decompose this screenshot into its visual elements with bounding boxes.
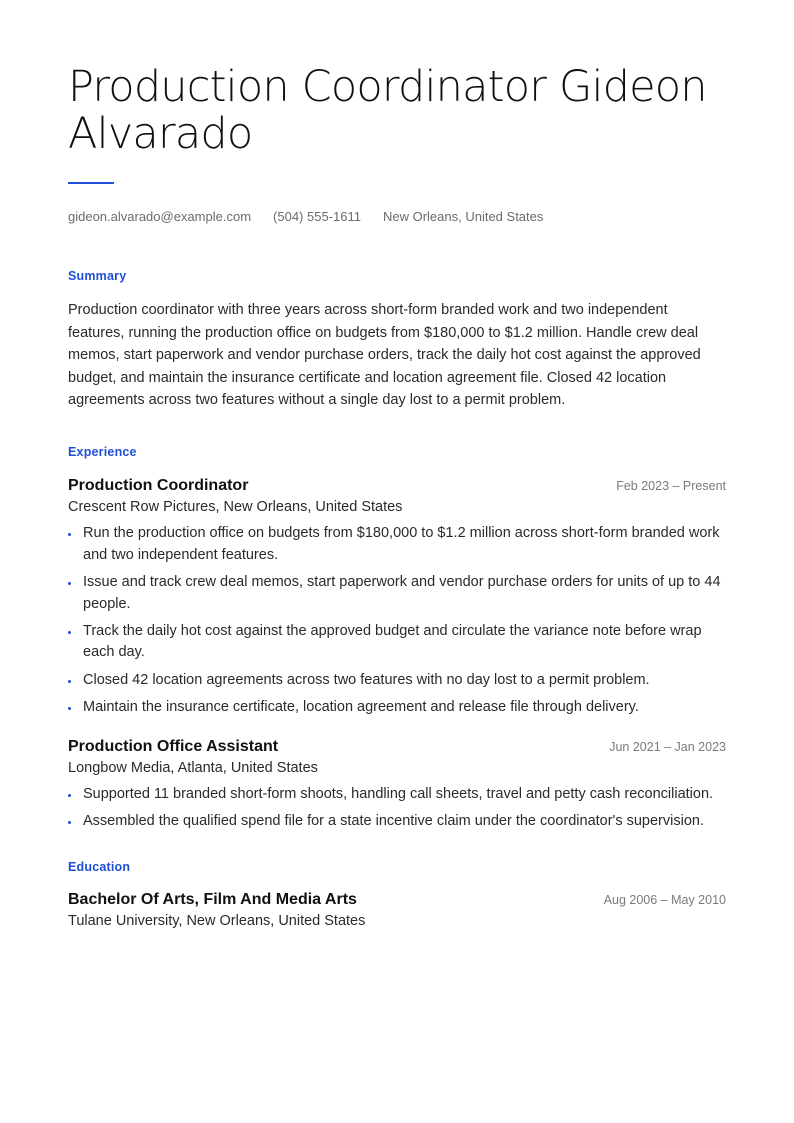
bullet-item xyxy=(68,670,726,692)
education-dates: Aug 2006 – May 2010 xyxy=(603,892,726,907)
bullet-dot-icon xyxy=(68,533,71,536)
summary-text: Production coordinator with three years across short-form branded work and two independent features, running the production office on budgets from $180,000 to $1.2 million. Handle crew deal memos, start paperwork and vendor purchase orders, track the daily hot cost against the approved budget, and maintain the insurance certificate and location agreement file. Closed 42 location agreements across two features without a single day lost to a permit problem. xyxy=(68,302,701,409)
bullet-text: Track the daily hot cost against the approved budget and circulate the variance note before wrap each day. xyxy=(83,622,702,661)
bullet-text: Supported 11 branded short-form shoots, handling call sheets, travel and petty cash reconciliation. xyxy=(83,785,714,802)
contact-email: gideon.alvarado@example.com xyxy=(68,209,252,224)
experience-entry xyxy=(68,477,726,719)
education-institution: Tulane University, New Orleans, United States xyxy=(68,912,366,929)
job-header xyxy=(68,477,726,495)
contact-line xyxy=(68,209,726,224)
resume-page xyxy=(68,64,726,929)
education-degree: Bachelor Of Arts, Film And Media Arts xyxy=(68,890,357,908)
bullet-dot-icon xyxy=(68,707,71,710)
bullet-text: Closed 42 location agreements across two features with no day lost to a permit problem. xyxy=(83,671,650,688)
job-organization: Longbow Media, Atlanta, United States xyxy=(68,759,318,776)
bullet-text: Maintain the insurance certificate, location agreement and release file through delivery. xyxy=(83,698,639,715)
bullet-item xyxy=(68,697,726,719)
summary-heading: Summary xyxy=(68,269,127,283)
job-organization: Crescent Row Pictures, New Orleans, United States xyxy=(68,498,403,515)
bullet-item xyxy=(68,621,726,664)
job-bullets xyxy=(68,784,726,833)
bullet-dot-icon xyxy=(68,680,71,683)
bullet-text: Issue and track crew deal memos, start paperwork and vendor purchase orders for units of up to 44 people. xyxy=(83,573,721,612)
bullet-dot-icon xyxy=(68,582,71,585)
job-dates: Jun 2021 – Jan 2023 xyxy=(609,739,726,754)
bullet-item xyxy=(68,784,726,806)
job-dates: Feb 2023 – Present xyxy=(616,478,726,493)
education-header xyxy=(68,891,726,909)
job-header xyxy=(68,738,726,756)
bullet-dot-icon xyxy=(68,631,71,634)
job-bullets xyxy=(68,523,726,719)
bullet-item xyxy=(68,572,726,615)
experience-entry xyxy=(68,738,726,833)
bullet-item xyxy=(68,811,726,833)
bullet-item xyxy=(68,523,726,566)
job-title: Production Office Assistant xyxy=(68,737,279,755)
accent-divider xyxy=(68,182,114,184)
education-entry xyxy=(68,891,726,929)
contact-phone: (504) 555-1611 xyxy=(273,209,361,224)
education-heading: Education xyxy=(68,859,131,874)
experience-heading: Experience xyxy=(68,444,137,459)
bullet-text: Assembled the qualified spend file for a state incentive claim under the coordinator's supervision. xyxy=(83,812,704,829)
bullet-text: Run the production office on budgets from $180,000 to $1.2 million across short-form branded work and two independent features. xyxy=(83,524,720,563)
resume-name: Production Coordinator Gideon Alvarado xyxy=(68,62,707,159)
bullet-dot-icon xyxy=(68,821,71,824)
contact-location: New Orleans, United States xyxy=(382,209,544,224)
bullet-dot-icon xyxy=(68,794,71,797)
job-title: Production Coordinator xyxy=(68,476,249,494)
